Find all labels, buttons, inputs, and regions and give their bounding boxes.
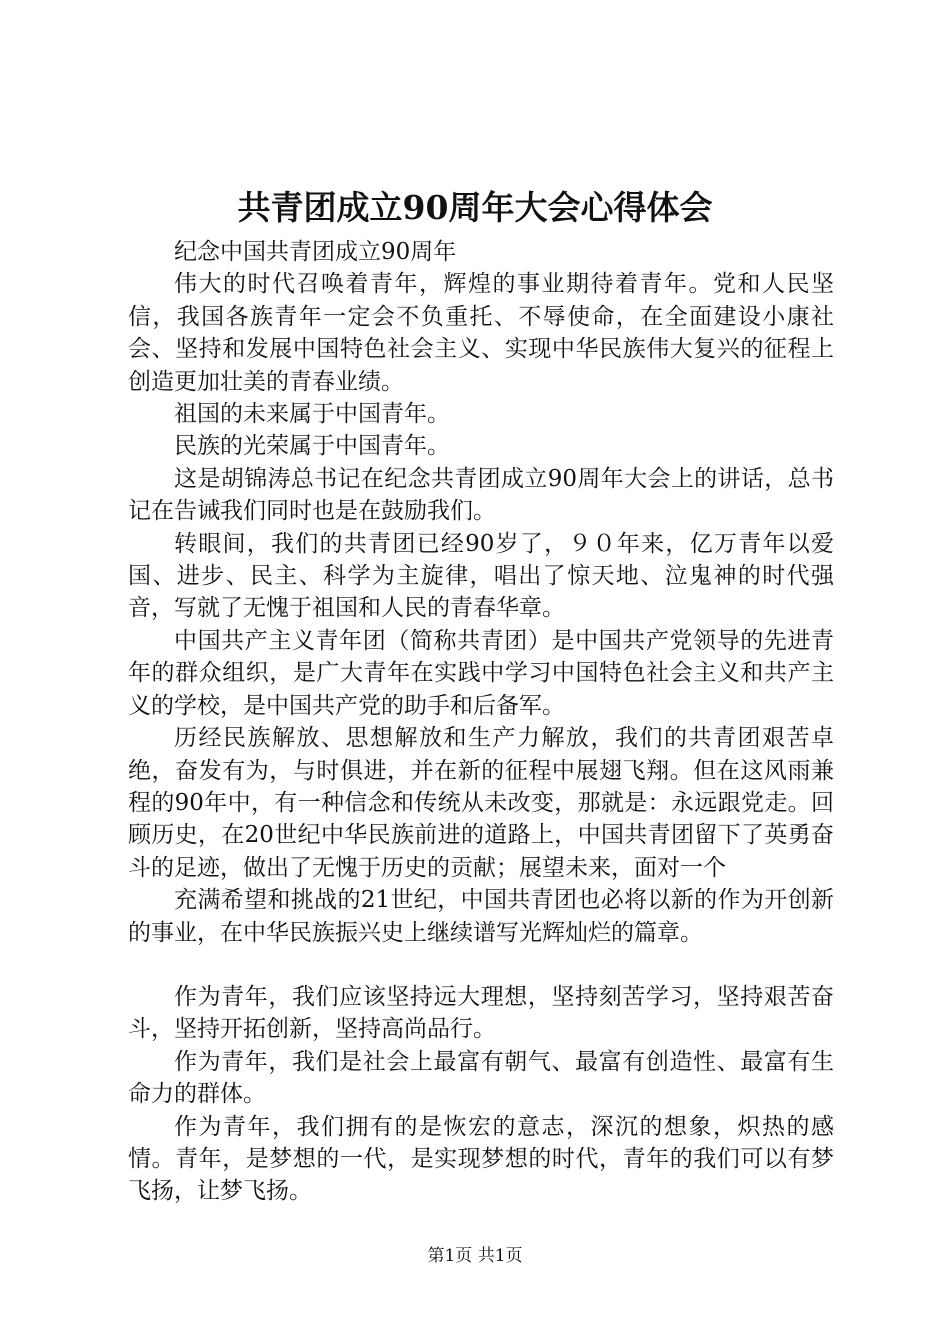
paragraph-1: 纪念中国共青团成立90周年	[174, 239, 457, 265]
paragraph-5: 这是胡锦涛总书记在纪念共青团成立90周年大会上的讲话，总书记在告诫我们同时也是在鼓励我们。	[128, 465, 834, 525]
document-body	[128, 236, 834, 1208]
paragraph-2: 伟大的时代召唤着青年，辉煌的事业期待着青年。党和人民坚信，我国各族青年一定会不负重托、不辱使命，在全面建设小康社会、坚持和发展中国特色社会主义、实现中华民族伟大复兴的征程上创造更加壮美的青春业绩。	[128, 271, 834, 395]
document-title: 共青团成立90周年大会心得体会	[237, 188, 713, 227]
paragraph-4: 民族的光荣属于中国青年。	[174, 433, 450, 460]
page-footer: 第1页 共1页	[427, 1246, 523, 1266]
paragraph-3: 祖国的未来属于中国青年。	[174, 401, 450, 428]
paragraph-10: 作为青年，我们应该坚持远大理想，坚持刻苦学习，坚持艰苦奋斗，坚持开拓创新，坚持高尚品行。	[128, 983, 834, 1043]
paragraph-12: 作为青年，我们拥有的是恢宏的意志，深沉的想象，炽热的感情。青年，是梦想的一代，是实现梦想的时代，青年的我们可以有梦飞扬，让梦飞扬。	[128, 1113, 834, 1205]
paragraph-11: 作为青年，我们是社会上最富有朝气、最富有创造性、最富有生命力的群体。	[128, 1048, 834, 1108]
paragraph-8: 历经民族解放、思想解放和生产力解放，我们的共青团艰苦卓绝，奋发有为，与时俱进，并在新的征程中展翅飞翔。但在这风雨兼程的90年中，有一种信念和传统从未改变，那就是：永远跟党走。回顾历史，在20世纪中华民族前进的道路上，中国共青团留下了英勇奋斗的足迹，做出了无愧于历史的贡献；展望未来，面对一个	[128, 725, 834, 881]
paragraph-6: 转眼间，我们的共青团已经90岁了，９０年来，亿万青年以爱国、进步、民主、科学为主旋律，唱出了惊天地、泣鬼神的时代强音，写就了无愧于祖国和人民的青春华章。	[128, 530, 834, 622]
paragraph-9: 充满希望和挑战的21世纪，中国共青团也必将以新的作为开创新的事业，在中华民族振兴史上继续谱写光辉灿烂的篇章。	[128, 887, 834, 946]
paragraph-7: 中国共产主义青年团（简称共青团）是中国共产党领导的先进青年的群众组织，是广大青年在实践中学习中国特色社会主义和共产主义的学校，是中国共产党的助手和后备军。	[128, 627, 834, 719]
